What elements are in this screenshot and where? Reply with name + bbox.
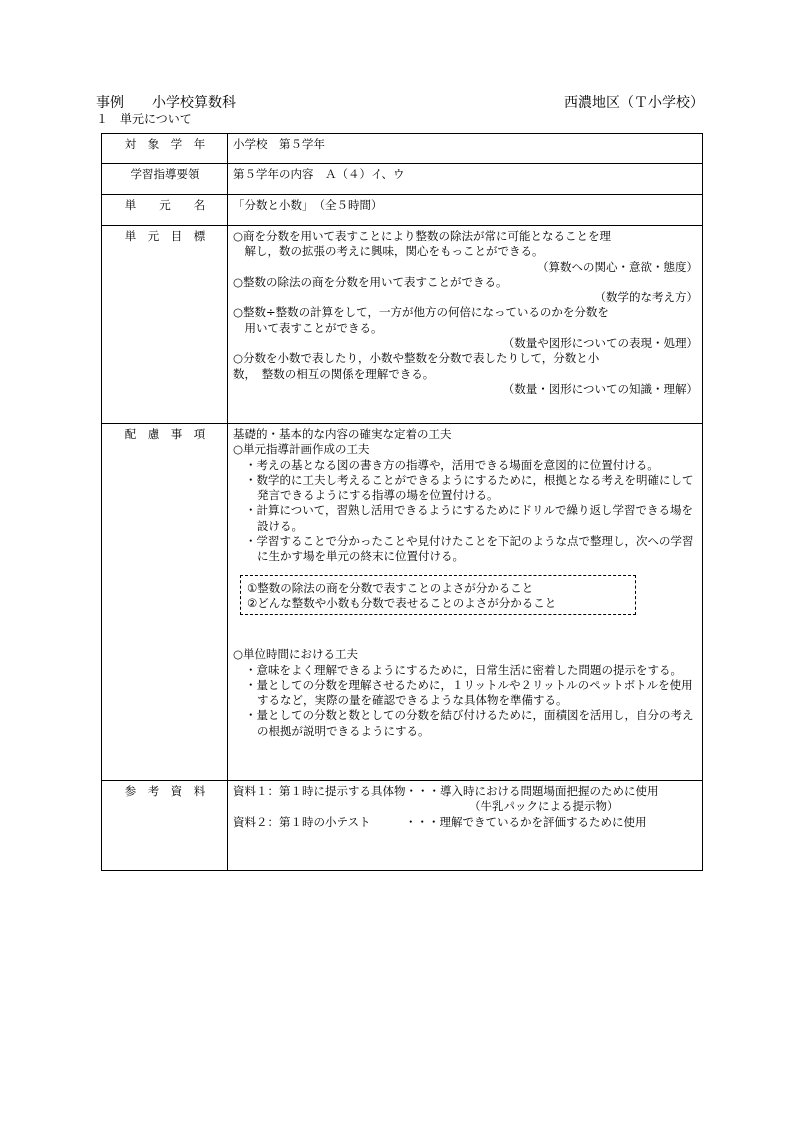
lesson-item: ・量としての分数と数としての分数を結び付けるために，面積図を活用し，自分の考えの根拠が説明できるようにする。 xyxy=(245,708,694,738)
spacer xyxy=(233,623,698,647)
summary-point: ①整数の除法の商を分数で表すことのよさが分かること xyxy=(247,580,534,595)
label-considerations: 配 慮 事 項 xyxy=(102,424,228,781)
unit-table xyxy=(101,133,703,871)
value-guideline: 第５学年の内容 Ａ（４）イ、ウ xyxy=(228,164,703,195)
table-row-references xyxy=(102,781,703,871)
value-target-grade: 小学校 第５学年 xyxy=(228,134,703,164)
label-target-grade: 対 象 学 年 xyxy=(102,134,228,164)
value-references xyxy=(228,781,703,871)
lesson-title: ○単位時間における工夫 xyxy=(233,647,359,662)
plan-item: ・学習することで分かったことや見付けたことを下記のような点で整理し，次への学習に生かす場を単元の終末に位置付ける。 xyxy=(245,534,694,564)
reference-1: 資料１：第１時に提示する具体物・・・導入時における問題場面把握のために使用 xyxy=(233,784,659,798)
table-row-unit xyxy=(102,195,703,226)
goal-3-line-2: 用いて表すことができる。 xyxy=(233,320,383,335)
plan-title: ○単元指導計画作成の工夫 xyxy=(233,442,370,457)
value-considerations xyxy=(228,424,703,781)
goal-1-tag: （算数への関心・意欲・態度） xyxy=(537,259,698,274)
plan-item: ・計算について，習熟し活用できるようにするためにドリルで繰り返し学習できる場を設ける。 xyxy=(245,503,694,533)
reference-2: 資料２：第１時の小テスト ・・・理解できているかを評価するために使用 xyxy=(233,814,647,829)
goal-4-tag: （数量・図形についての知識・理解） xyxy=(502,381,698,396)
label-unit-name: 単 元 名 xyxy=(102,195,228,226)
goal-1-line-1: ○商を分数を用いて表すことにより整数の除法が常に可能となることを理 xyxy=(233,229,612,243)
goal-3-tag: （数量や図形についての表現・処理） xyxy=(502,336,698,351)
summary-point: ②どんな整数や小数も分数で表せることのよさが分かること xyxy=(247,595,557,610)
plan-item: ・考えの基となる図の書き方の指導や，活用できる場面を意図的に位置付ける。 xyxy=(245,457,659,472)
value-unit-name: 「分数と小数」 （全５時間） xyxy=(228,195,703,226)
plan-item: ・数学的に工夫し考えることができるようにするために，根拠となる考えを明確にして発言できるようにする指導の場を位置付ける。 xyxy=(245,472,694,503)
goal-4-line-1: ○分数を小数で表したり，小数や整数を分数で表したりして，分数と小 xyxy=(233,351,600,366)
goal-1-line-2: 解し，数の拡張の考えに興味，関心をもっことができる。 xyxy=(233,244,544,259)
summary-points-box xyxy=(240,575,636,616)
label-references: 参 考 資 料 xyxy=(102,781,228,871)
lesson-item: ・意味をよく理解できるようにするために，日常生活に密着した問題の提示をする。 xyxy=(245,662,682,677)
table-row-considerations xyxy=(102,424,703,781)
case-title: 事例 小学校算数科 xyxy=(96,95,236,111)
table-row-target xyxy=(102,134,703,164)
lesson-item: ・量としての分数を理解させるために，１リットルや２リットルのペットボトルを使用するなど，実際の量を確認できるような具体物を準備する。 xyxy=(245,677,693,708)
goal-3-line-1: ○整数÷整数の計算をして，一方が他方の何倍になっているのかを分数を xyxy=(233,305,609,320)
table-row-goals xyxy=(102,226,703,424)
region-school: 西濃地区（Ｔ小学校） xyxy=(564,95,704,111)
label-guideline: 学習指導要領 xyxy=(102,164,228,195)
value-unit-goals xyxy=(228,226,703,424)
reference-1-note: （牛乳パックによる提示物） xyxy=(469,799,619,814)
considerations-intro: 基礎的・基本的な内容の確実な定着の工夫 xyxy=(233,427,452,441)
goal-4-line-2: 数， 整数の相互の関係を理解できる。 xyxy=(233,366,435,381)
section-heading: １ 単元について xyxy=(96,112,192,126)
table-row-guideline xyxy=(102,164,703,195)
goal-2-line-1: ○整数の除法の商を分数を用いて表すことができる。 xyxy=(233,274,508,289)
goal-2-tag: （数学的な考え方） xyxy=(594,290,698,305)
label-unit-goals: 単 元 目 標 xyxy=(102,226,228,424)
